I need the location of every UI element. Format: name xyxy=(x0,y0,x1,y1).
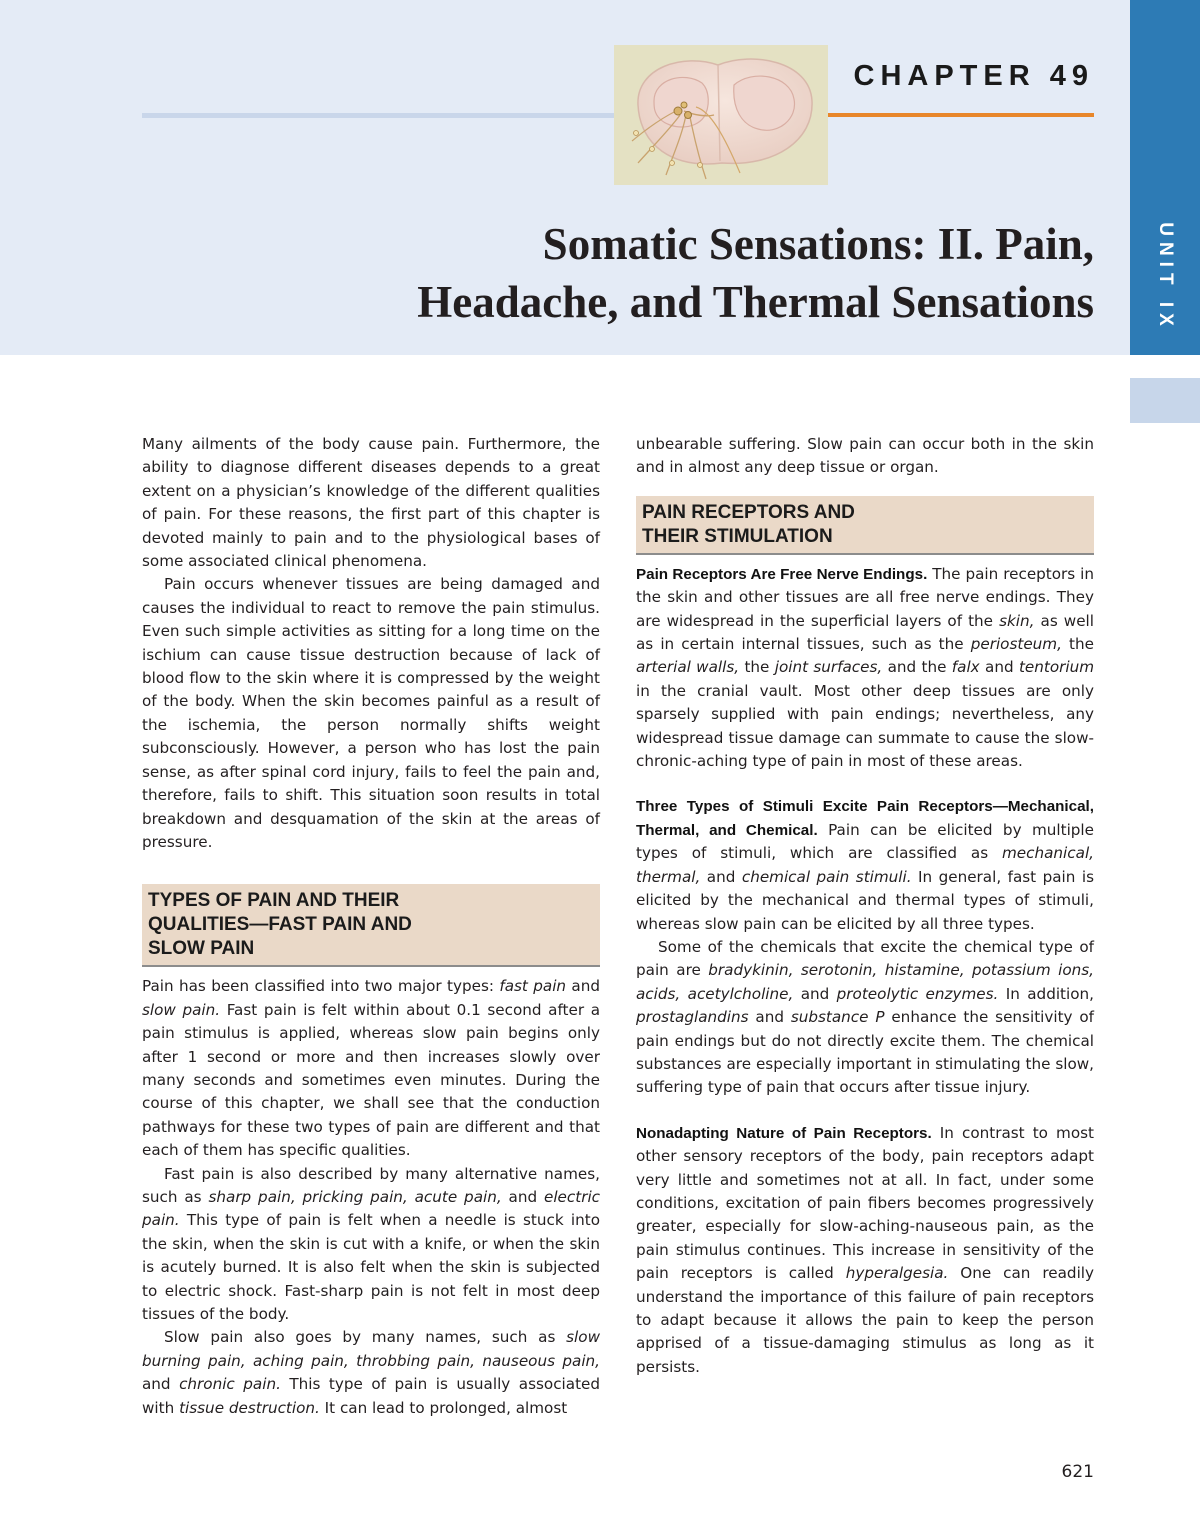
section-heading-types-of-pain xyxy=(142,884,600,967)
section-heading-line: THEIR STIMULATION xyxy=(642,525,833,547)
subsection-heading: Pain Receptors Are Free Nerve Endings. xyxy=(636,565,928,583)
body-paragraph: Many ailments of the body cause pain. Furthermore, the ability to diagnose different diseases depends to a great extent on a physician’s knowledge of the different qualities of pain. For these reasons, the first part of this chapter is devoted mainly to pain and to the physiological bases of some associated clinical phenomena. xyxy=(142,435,600,571)
section-heading-pain-receptors xyxy=(636,496,1094,555)
body-paragraph xyxy=(142,975,600,1162)
emphasis-term: arterial walls, xyxy=(636,658,740,677)
text-run: The pain receptors in the skin and other tissues are all free nerve endings. They are widespread in the superficial layers of the xyxy=(636,564,1095,630)
unit-tab-label: UNIT IX xyxy=(1155,222,1176,332)
text-run: Pain can be elicited by multiple types of stimuli, which are classified as xyxy=(636,820,1094,863)
emphasis-term: periosteum, xyxy=(970,635,1062,654)
emphasis-term: fast pain xyxy=(499,977,567,996)
header-rule-right xyxy=(826,113,1094,117)
text-run: as well as in certain internal tissues, such as the xyxy=(636,611,1094,654)
text-run: and xyxy=(142,1375,180,1394)
emphasis-term: electric pain. xyxy=(142,1187,601,1230)
page-number: 621 xyxy=(1061,1462,1094,1482)
text-run: Pain has been classified into two major types: xyxy=(142,977,500,996)
text-run: Fast pain is also described by many alternative names, such as xyxy=(142,1164,600,1206)
section-heading-line: SLOW PAIN xyxy=(148,938,255,960)
emphasis-term: chemical pain stimuli. xyxy=(741,867,912,886)
text-run: In general, fast pain is elicited by the mechanical and thermal types of stimuli, whereas slow pain can be elicited by all three types. xyxy=(636,867,1094,933)
text-run: and the xyxy=(882,658,952,677)
body-paragraph xyxy=(636,936,1094,1100)
text-run: This type of pain is felt when a needle is stuck into the skin, when the skin is cut with a knife, or when the skin is acutely burned. It is also felt when the skin is subjected to electric shock. Fast-sharp pain is not felt in most deep tissues of the body. xyxy=(142,1211,600,1323)
left-text-column xyxy=(142,433,600,1420)
body-paragraph xyxy=(636,1122,1094,1379)
emphasis-term: skin, xyxy=(999,611,1035,630)
text-run: In addition, xyxy=(998,984,1094,1003)
emphasis-term: slow burning pain, aching pain, throbbing pain, nauseous pain, xyxy=(142,1328,600,1370)
emphasis-term: mechanical, thermal, xyxy=(636,844,1094,886)
text-run: enhance the sensitivity of pain endings but do not directly excite them. The chemical substances are especially important in stimulating the slow, suffering type of pain that occurs after tissue injury. xyxy=(636,1008,1094,1097)
text-run: One can readily understand the importance of this failure of pain receptors to adapt because it allows the pain to keep the person apprised of a tissue-damaging stimulus as long as it persists. xyxy=(636,1264,1094,1376)
emphasis-term: prostaglandins xyxy=(636,1008,749,1027)
text-run: and xyxy=(566,977,600,996)
subsection-heading: Nonadapting Nature of Pain Receptors. xyxy=(636,1124,932,1142)
body-paragraph xyxy=(142,1326,600,1420)
emphasis-term: substance P xyxy=(790,1008,885,1027)
text-run: and xyxy=(979,658,1019,677)
emphasis-term: hyperalgesia. xyxy=(845,1264,949,1283)
chapter-illustration xyxy=(614,45,828,185)
text-run: in the cranial vault. Most other deep tissues are only sparsely supplied with pain endings; nevertheless, any widespread tissue damage can summate to cause the slow-chronic-aching type of pain in most of these areas. xyxy=(636,681,1094,771)
body-paragraph xyxy=(142,1163,600,1327)
right-text-column xyxy=(636,433,1094,1379)
text-run: Some of the chemicals that excite the chemical type of pain are xyxy=(636,937,1094,980)
text-run: and xyxy=(700,867,742,886)
subsection-heading: Three Types of Stimuli Excite Pain Receptors—Mechanical, Thermal, and Chemical. xyxy=(636,798,1094,839)
text-run: In contrast to most other sensory receptors of the body, pain receptors adapt very little and sometimes not at all. In fact, under some conditions, excitation of pain fibers becomes progressively greater, especially for slow-aching-nauseous pain, as the pain stimulus continues. This increase in sensitivity of the pain receptors is called xyxy=(636,1123,1094,1283)
chapter-title-line-2: Headache, and Thermal Sensations xyxy=(417,277,1094,327)
body-paragraph xyxy=(636,795,1094,935)
text-run: and xyxy=(501,1187,544,1206)
emphasis-term: falx xyxy=(951,658,980,677)
text-run: the xyxy=(1061,635,1094,654)
chapter-number-label: CHAPTER 49 xyxy=(853,60,1094,92)
header-rule-left xyxy=(142,113,618,118)
unit-tab-lower-block xyxy=(1130,378,1200,423)
text-run: It can lead to prolonged, almost xyxy=(319,1398,568,1417)
emphasis-term: bradykinin, serotonin, histamine, potassium ions, acids, acetylcholine, xyxy=(636,961,1094,1003)
emphasis-term: tentorium xyxy=(1018,658,1094,677)
emphasis-term: tissue destruction. xyxy=(179,1398,320,1417)
spinal-cord-illustration xyxy=(614,45,828,185)
emphasis-term: slow pain. xyxy=(142,1000,221,1019)
section-heading-line: QUALITIES—FAST PAIN AND xyxy=(148,914,412,936)
text-run: Slow pain also goes by many names, such as xyxy=(164,1328,567,1347)
emphasis-term: proteolytic enzymes. xyxy=(836,984,999,1003)
body-paragraph xyxy=(636,563,1094,774)
section-heading-line: PAIN RECEPTORS AND xyxy=(642,501,855,523)
text-run: the xyxy=(739,658,775,677)
chapter-title-line-1: Somatic Sensations: II. Pain, xyxy=(542,219,1094,269)
text-run: and xyxy=(748,1008,791,1027)
body-paragraph: Pain occurs whenever tissues are being damaged and causes the individual to react to remove the pain stimulus. Even such simple activities as sitting for a long time on the ischium can cause tissue destruction because of lack of blood flow to the skin where it is compressed by the weight of the body. When the skin becomes painful as a result of the ischemia, the person normally shifts weight subconsciously. However, a person who has lost the pain sense, as after spinal cord injury, fails to feel the pain and, therefore, fails to shift. This situation soon results in total breakdown and desquamation of the skin at the areas of pressure. xyxy=(142,575,600,851)
emphasis-term: joint surfaces, xyxy=(774,658,883,677)
text-run: and xyxy=(793,984,837,1003)
text-run: Fast pain is felt within about 0.1 second after a pain stimulus is applied, whereas slow pain begins only after 1 second or more and then increases slowly over many seconds and sometimes even minutes. During the course of this chapter, we shall see that the conduction pathways for these two types of pain are different and that each of them has specific qualities. xyxy=(142,1000,600,1160)
body-paragraph: unbearable suffering. Slow pain can occur both in the skin and in almost any deep tissue or organ. xyxy=(636,435,1094,477)
emphasis-term: sharp pain, pricking pain, acute pain, xyxy=(208,1187,502,1206)
section-heading-line: TYPES OF PAIN AND THEIR xyxy=(148,890,400,912)
text-run: This type of pain is usually associated with xyxy=(142,1375,601,1417)
emphasis-term: chronic pain. xyxy=(179,1375,281,1394)
